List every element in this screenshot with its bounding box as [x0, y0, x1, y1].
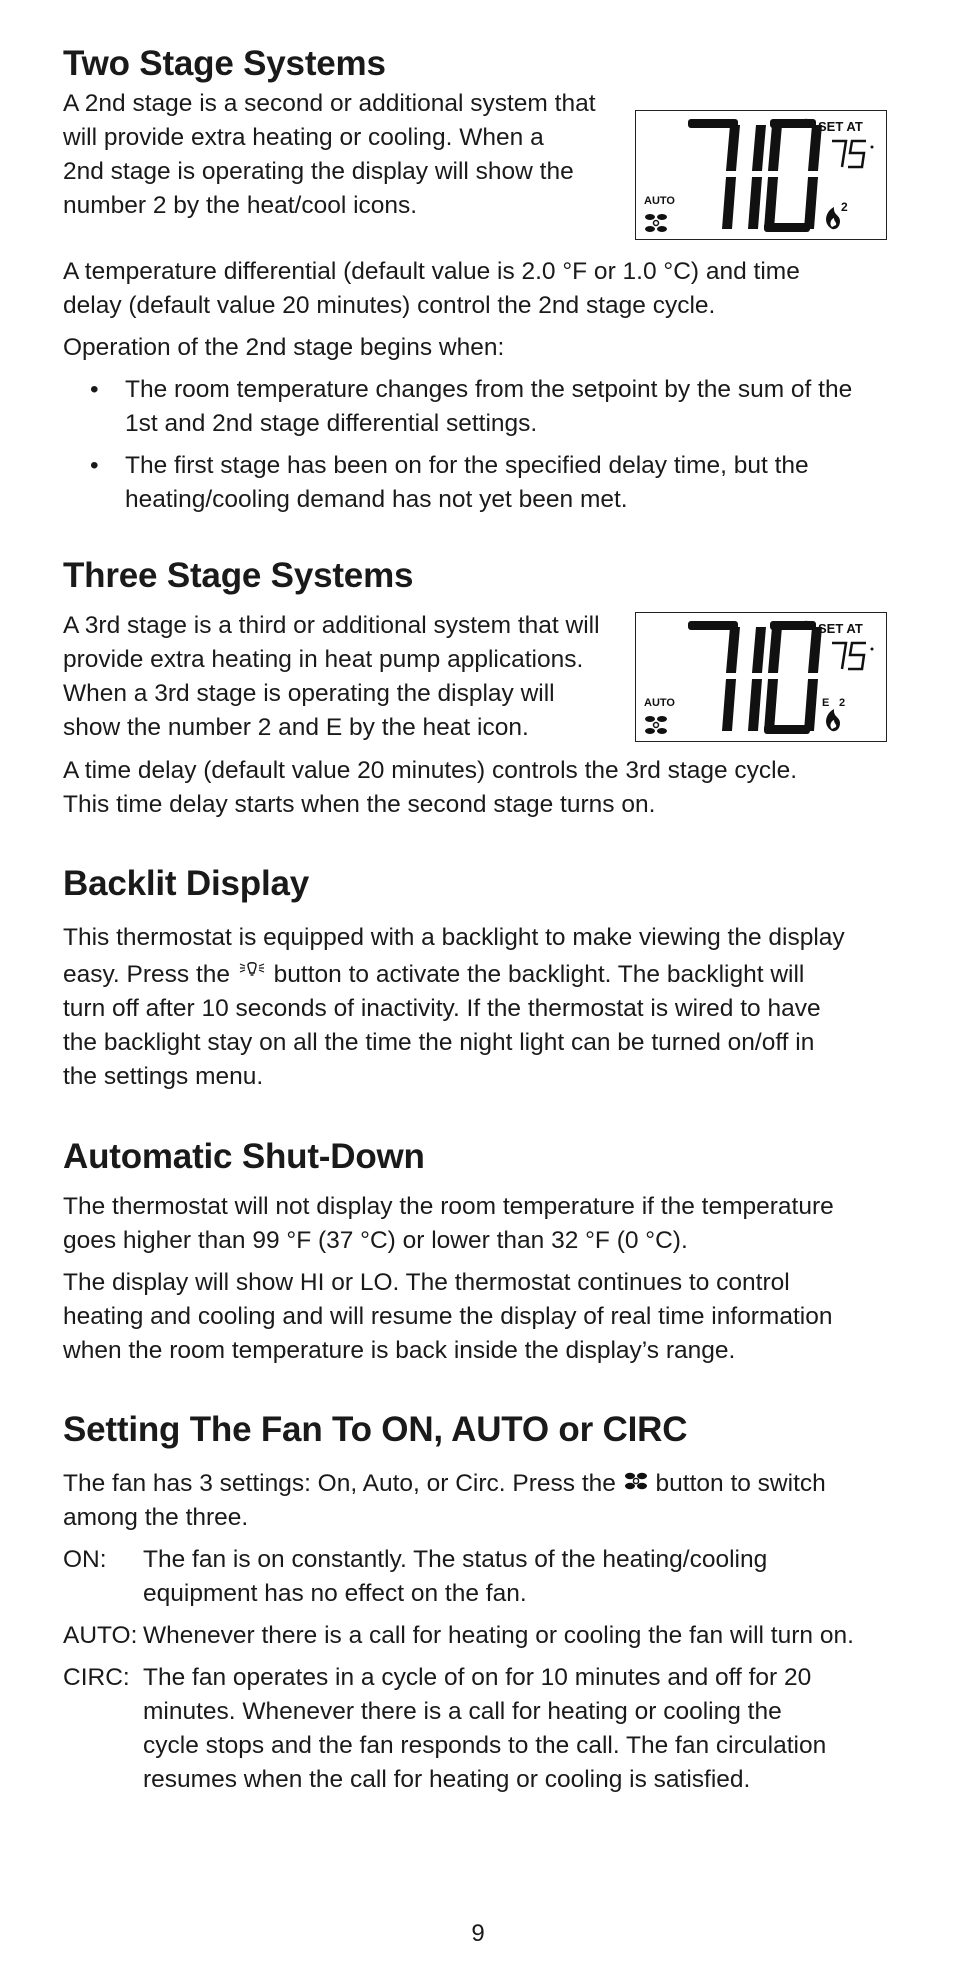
flame-icon — [826, 709, 840, 731]
bullet-1-line1: The room temperature changes from the setpoint by the sum of the — [125, 376, 853, 403]
backlit-line2: easy. Press the button to activate the backlight. The backlight will — [63, 958, 804, 993]
three-stage-para2-1: A time delay (default value 20 minutes) controls the 3rd stage cycle. — [63, 757, 798, 784]
two-stage-para2-2: delay (default value 20 minutes) control the 2nd stage cycle. — [63, 292, 716, 319]
three-stage-para2-2: This time delay starts when the second stage turns on. — [63, 791, 656, 818]
two-stage-para2-1: A temperature differential (default value is 2.0 °F or 1.0 °C) and time — [63, 258, 800, 285]
three-stage-intro-3: When a 3rd stage is operating the display will — [63, 680, 555, 707]
svg-text:SET AT: SET AT — [818, 621, 863, 636]
fan-intro-2: among the three. — [63, 1504, 249, 1531]
two-stage-intro-4: number 2 by the heat/cool icons. — [63, 192, 418, 219]
thermostat-display-three-stage — [635, 612, 887, 742]
two-stage-intro-1: A 2nd stage is a second or additional system that — [63, 90, 596, 117]
heading-backlit: Backlit Display — [63, 864, 309, 903]
fan-icon — [623, 1468, 649, 1502]
bullet-2-line2: heating/cooling demand has not yet been met. — [125, 486, 628, 513]
fan-icon — [645, 214, 667, 232]
backlight-icon — [237, 959, 267, 993]
backlit-line4: the backlight stay on all the time the night light can be turned on/off in — [63, 1029, 815, 1056]
two-stage-intro-2: will provide extra heating or cooling. When a — [63, 124, 544, 151]
shutdown-p2-1: The display will show HI or LO. The thermostat continues to control — [63, 1269, 790, 1296]
shutdown-p1-2: goes higher than 99 °F (37 °C) or lower than 32 °F (0 °C). — [63, 1227, 688, 1254]
svg-text:2: 2 — [839, 697, 846, 709]
bullet-2-line1: The first stage has been on for the specified delay time, but the — [125, 452, 809, 479]
backlit-line1: This thermostat is equipped with a backlight to make viewing the display — [63, 924, 845, 951]
fan-icon — [645, 716, 667, 734]
three-stage-intro-1: A 3rd stage is a third or additional system that will — [63, 612, 600, 639]
heading-two-stage: Two Stage Systems — [63, 44, 386, 83]
digit-seven — [688, 119, 740, 229]
emergency-label: E — [822, 697, 830, 709]
svg-text:AUTO: AUTO — [644, 697, 675, 709]
shutdown-p2-2: heating and cooling and will resume the display of real time information — [63, 1303, 833, 1330]
setpoint-digits — [832, 141, 866, 167]
fan-intro-1: The fan has 3 settings: On, Auto, or Circ. Press the button to switch — [63, 1467, 826, 1502]
backlit-line3: turn off after 10 seconds of inactivity. If the thermostat is wired to have — [63, 995, 821, 1022]
bullet-1-line2: 1st and 2nd stage differential settings. — [125, 410, 538, 437]
thermostat-display-two-stage — [635, 110, 887, 240]
heading-fan: Setting The Fan To ON, AUTO or CIRC — [63, 1410, 688, 1449]
two-stage-para3: Operation of the 2nd stage begins when: — [63, 334, 505, 361]
bullet-mark: • — [90, 452, 99, 479]
heading-shutdown: Automatic Shut-Down — [63, 1137, 425, 1176]
auto-label: AUTO — [644, 195, 675, 207]
three-stage-intro-4: show the number 2 and E by the heat icon. — [63, 714, 529, 741]
heading-three-stage: Three Stage Systems — [63, 556, 414, 595]
page-number: 9 — [471, 1920, 485, 1947]
backlit-line5: the settings menu. — [63, 1063, 264, 1090]
two-stage-intro-3: 2nd stage is operating the display will show the — [63, 158, 574, 185]
set-at-label: SET AT — [818, 119, 863, 134]
stage-number: 2 — [841, 200, 848, 214]
bullet-mark: • — [90, 376, 99, 403]
shutdown-p1-1: The thermostat will not display the room temperature if the temperature — [63, 1193, 834, 1220]
three-stage-intro-2: provide extra heating in heat pump applications. — [63, 646, 584, 673]
shutdown-p2-3: when the room temperature is back inside the display’s range. — [63, 1337, 736, 1364]
flame-icon — [826, 207, 840, 229]
digit-one-zero — [748, 119, 822, 232]
